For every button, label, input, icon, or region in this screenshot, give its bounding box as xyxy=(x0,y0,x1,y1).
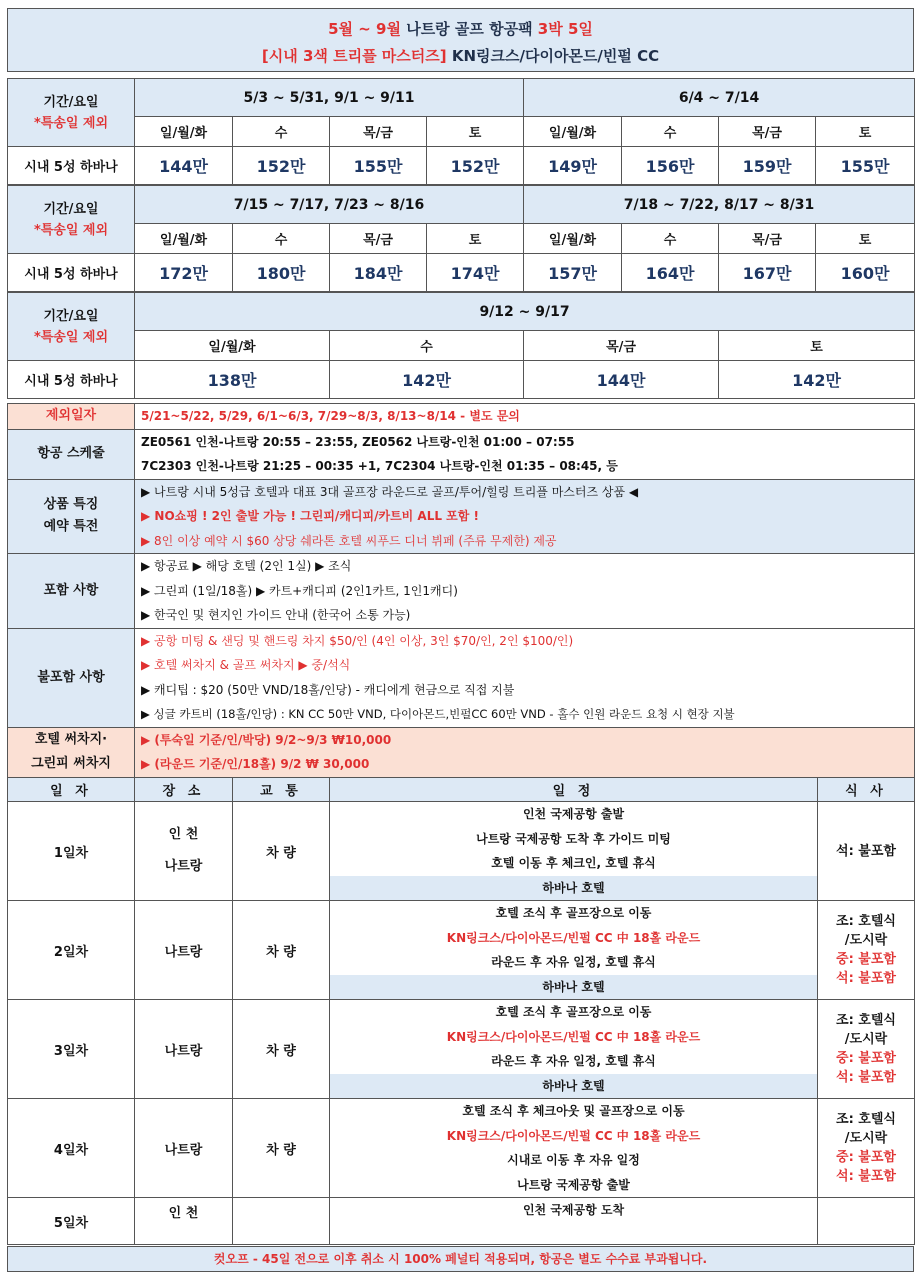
day-header: 수 xyxy=(622,117,719,147)
day-header: 토 xyxy=(816,224,915,254)
itinerary-meal xyxy=(818,1000,915,1099)
price-cell: 180만 xyxy=(233,254,330,292)
notinclude-values xyxy=(135,628,915,727)
include-line: ▶ 한국인 및 현지인 가이드 안내 (한국어 소통 가능) xyxy=(141,608,411,622)
itinerary-header-schedule: 일 정 xyxy=(330,778,818,802)
schedule-line: KN링크스/다이아몬드/빈펄 CC 中 18홀 라운드 xyxy=(446,1029,701,1044)
day-header: 목/금 xyxy=(330,117,427,147)
price-cell: 155만 xyxy=(816,147,915,185)
day-header: 일/월/화 xyxy=(135,117,233,147)
schedule-line: 나트랑 국제공항 도착 후 가이드 미팅 xyxy=(476,831,671,846)
feature-line: ▶ 나트랑 시내 5성급 호텔과 대표 3대 골프장 라운드로 골프/투어/힐링 트리플 마스터즈 상품 ◀ xyxy=(141,484,639,499)
itinerary-meal xyxy=(818,901,915,1000)
except-label: *특송일 제외 xyxy=(33,222,109,238)
schedule-line: 인천 국제공항 도착 xyxy=(522,1203,625,1217)
surcharge-label xyxy=(8,727,135,777)
price-cell: 152만 xyxy=(427,147,524,185)
hotel-label: 시내 5성 하바나 xyxy=(8,254,135,292)
place-line: 인 천 xyxy=(168,827,199,842)
period-header: 9/12 ~ 9/17 xyxy=(135,293,915,331)
itinerary-day: 3일차 xyxy=(8,1000,135,1099)
period-label-cell xyxy=(8,186,135,254)
surcharge-values xyxy=(135,727,915,777)
title-product: 나트랑 골프 항공팩 xyxy=(400,20,538,38)
day-header: 수 xyxy=(622,224,719,254)
title-months: 5월 ~ 9월 xyxy=(328,20,401,38)
price-cell: 172만 xyxy=(135,254,233,292)
schedule-line: KN링크스/다이아몬드/빈펄 CC 中 18홀 라운드 xyxy=(446,930,701,945)
title-line-1 xyxy=(8,18,913,39)
place-line: 나트랑 xyxy=(164,859,203,874)
itinerary-day: 4일차 xyxy=(8,1099,135,1198)
price-cell: 164만 xyxy=(622,254,719,292)
info-table xyxy=(7,403,915,778)
meal-line: 조: 호텔식 xyxy=(836,1013,896,1028)
period-header: 7/15 ~ 7/17, 7/23 ~ 8/16 xyxy=(135,186,524,224)
day-header: 목/금 xyxy=(719,117,816,147)
include-line: ▶ 그린피 (1일/18홀) ▶ 카트+캐디피 (2인1카트, 1인1캐디) xyxy=(141,583,458,598)
day-header: 토 xyxy=(427,224,524,254)
surcharge-label-1: 호텔 써차지· xyxy=(34,732,108,747)
schedule-line: 호텔 조식 후 골프장으로 이동 xyxy=(495,906,652,920)
price-cell: 152만 xyxy=(233,147,330,185)
schedule-line: 라운드 후 자유 일정, 호텔 휴식 xyxy=(491,1054,656,1068)
price-cell: 142만 xyxy=(330,361,524,399)
schedule-line: 호텔 조식 후 체크아웃 및 골프장으로 이동 xyxy=(462,1104,685,1118)
day-header: 일/월/화 xyxy=(135,331,330,361)
itinerary-place xyxy=(135,802,233,901)
surcharge-line: ▶ (라운드 기준/인/18홀) 9/2 ₩ 30,000 xyxy=(141,757,370,771)
itinerary-header-place: 장 소 xyxy=(135,778,233,802)
itinerary-place: 나트랑 xyxy=(135,1099,233,1198)
period-label: 기간/요일 xyxy=(43,201,99,217)
day-header: 목/금 xyxy=(524,331,719,361)
exclude-value-cell xyxy=(135,404,915,430)
itinerary-day: 2일차 xyxy=(8,901,135,1000)
schedule-line: 나트랑 국제공항 출발 xyxy=(517,1177,630,1192)
schedule-line: KN링크스/다이아몬드/빈펄 CC 中 18홀 라운드 xyxy=(446,1128,701,1143)
schedule-line: 호텔 이동 후 체크인, 호텔 휴식 xyxy=(491,856,656,870)
itinerary-transport: 차 량 xyxy=(233,802,330,901)
price-cell: 174만 xyxy=(427,254,524,292)
itinerary-header-meal: 식 사 xyxy=(818,778,915,802)
hotel-label: 시내 5성 하바나 xyxy=(8,147,135,185)
price-cell: 159만 xyxy=(719,147,816,185)
title-line-2 xyxy=(8,45,913,66)
meal-line: 중: 불포함 xyxy=(836,952,896,967)
price-table-3 xyxy=(7,292,915,399)
day-header: 일/월/화 xyxy=(135,224,233,254)
itinerary-transport: 차 량 xyxy=(233,901,330,1000)
include-label: 포함 사항 xyxy=(8,554,135,629)
itinerary-transport-empty xyxy=(233,1198,330,1245)
day-header: 수 xyxy=(233,117,330,147)
itinerary-transport: 차 량 xyxy=(233,1099,330,1198)
notinclude-line: ▶ 공항 미팅 & 샌딩 및 핸드링 차지 $50/인 (4인 이상, 3인 $70/인, 2인 $100/인) xyxy=(141,633,574,648)
except-label: *특송일 제외 xyxy=(33,329,109,345)
day-header: 토 xyxy=(427,117,524,147)
price-cell: 138만 xyxy=(135,361,330,399)
schedule-line: 라운드 후 자유 일정, 호텔 휴식 xyxy=(491,955,656,969)
notinclude-line: ▶ 싱글 카트비 (18홀/인당) : KN CC 50만 VND, 다이아몬드,빈펄CC 60만 VND - 홀수 인원 라운드 요청 시 현장 지불 xyxy=(141,707,735,721)
itinerary-day: 5일차 xyxy=(8,1198,135,1245)
price-table-1 xyxy=(7,78,915,185)
schedule-line: 호텔 조식 후 골프장으로 이동 xyxy=(495,1005,652,1019)
schedule-hotel: 하바나 호텔 xyxy=(330,876,817,901)
price-cell: 144만 xyxy=(524,361,719,399)
feature-label-1: 상품 특징 xyxy=(43,497,99,513)
feature-label-2: 예약 특전 xyxy=(43,519,99,535)
period-header: 7/18 ~ 7/22, 8/17 ~ 8/31 xyxy=(524,186,915,224)
day-header: 수 xyxy=(330,331,524,361)
meal-line: 석: 불포함 xyxy=(836,843,896,859)
meal-line: 석: 불포함 xyxy=(836,1070,896,1085)
price-cell: 155만 xyxy=(330,147,427,185)
surcharge-label-2: 그린피 써차지 xyxy=(31,756,111,771)
period-header: 6/4 ~ 7/14 xyxy=(524,79,915,117)
notinclude-line: ▶ 호텔 써차지 & 골프 써차지 ▶ 중/석식 xyxy=(141,658,351,672)
schedule-hotel: 하바나 호텔 xyxy=(330,975,817,1000)
price-cell: 167만 xyxy=(719,254,816,292)
period-label: 기간/요일 xyxy=(43,94,99,110)
price-cell: 144만 xyxy=(135,147,233,185)
meal-line: /도시락 xyxy=(844,1032,888,1047)
period-label-cell xyxy=(8,79,135,147)
day-header: 토 xyxy=(719,331,915,361)
itinerary-schedule xyxy=(330,802,818,901)
meal-line: 중: 불포함 xyxy=(836,1150,896,1165)
exclude-label: 제외일자 xyxy=(8,404,135,430)
title-box xyxy=(7,8,914,72)
title-courses: KN링크스/다이아몬드/빈펄 CC xyxy=(446,47,660,65)
price-cell: 142만 xyxy=(719,361,915,399)
except-label: *특송일 제외 xyxy=(33,115,109,131)
day-header: 토 xyxy=(816,117,915,147)
meal-line: 석: 불포함 xyxy=(836,1169,896,1184)
itinerary-header-day: 일 자 xyxy=(8,778,135,802)
meal-line: 중: 불포함 xyxy=(836,1051,896,1066)
itinerary-place: 나트랑 xyxy=(135,1000,233,1099)
itinerary-meal xyxy=(818,802,915,901)
feature-line: ▶ 8인 이상 예약 시 $60 상당 쉐라톤 호텔 씨푸드 디너 뷔페 (주류 무제한) 제공 xyxy=(141,533,557,548)
itinerary-schedule xyxy=(330,1099,818,1198)
period-label: 기간/요일 xyxy=(43,308,99,324)
flight-values xyxy=(135,429,915,479)
cutoff-footer: 컷오프 - 45일 전으로 이후 취소 시 100% 페널티 적용되며, 항공은 별도 수수료 부과됩니다. xyxy=(7,1246,914,1272)
include-values xyxy=(135,554,915,629)
price-cell: 184만 xyxy=(330,254,427,292)
notinclude-label: 불포함 사항 xyxy=(8,628,135,727)
itinerary-schedule xyxy=(330,1000,818,1099)
meal-line: 조: 호텔식 xyxy=(836,1112,896,1127)
day-header: 일/월/화 xyxy=(524,224,622,254)
meal-line: 조: 호텔식 xyxy=(836,914,896,929)
schedule-line: 인천 국제공항 출발 xyxy=(522,807,625,821)
meal-line: 석: 불포함 xyxy=(836,971,896,986)
itinerary-meal xyxy=(818,1099,915,1198)
itinerary-meal-empty xyxy=(818,1198,915,1245)
itinerary-schedule xyxy=(330,901,818,1000)
day-header: 목/금 xyxy=(719,224,816,254)
surcharge-line: ▶ (투숙일 기준/인/박당) 9/2~9/3 ₩10,000 xyxy=(141,732,392,747)
period-label-cell xyxy=(8,293,135,361)
meal-line: /도시락 xyxy=(844,1131,888,1146)
itinerary-place: 나트랑 xyxy=(135,901,233,1000)
price-table-2 xyxy=(7,185,915,292)
day-header: 수 xyxy=(233,224,330,254)
price-cell: 157만 xyxy=(524,254,622,292)
notinclude-line: ▶ 캐디팁 : $20 (50만 VND/18홀/인당) - 캐디에게 현금으로 직접 지불 xyxy=(141,682,515,697)
feature-line: ▶ NO쇼핑 ! 2인 출발 가능 ! 그린피/캐디피/카트비 ALL 포함 ! xyxy=(141,509,480,523)
hotel-label: 시내 5성 하바나 xyxy=(8,361,135,399)
price-cell: 160만 xyxy=(816,254,915,292)
itinerary-day: 1일차 xyxy=(8,802,135,901)
itinerary-schedule xyxy=(330,1198,818,1245)
title-series: [시내 3색 트리플 마스터즈] xyxy=(261,47,447,65)
period-header: 5/3 ~ 5/31, 9/1 ~ 9/11 xyxy=(135,79,524,117)
flight-label: 항공 스케줄 xyxy=(8,429,135,479)
price-cell: 149만 xyxy=(524,147,622,185)
feature-values xyxy=(135,479,915,554)
title-duration: 3박 5일 xyxy=(537,20,593,38)
meal-line: /도시락 xyxy=(844,933,888,948)
exclude-value: 5/21~5/22, 5/29, 6/1~6/3, 7/29~8/3, 8/13~8/14 - 별도 문의 xyxy=(141,409,520,423)
itinerary-place: 인 천 xyxy=(135,1198,233,1245)
schedule-line: 시내로 이동 후 자유 일정 xyxy=(507,1153,640,1167)
include-line: ▶ 항공료 ▶ 해당 호텔 (2인 1실) ▶ 조식 xyxy=(141,559,352,573)
feature-label xyxy=(8,479,135,554)
itinerary-transport: 차 량 xyxy=(233,1000,330,1099)
schedule-hotel: 하바나 호텔 xyxy=(330,1074,817,1099)
itinerary-header-transport: 교 통 xyxy=(233,778,330,802)
flight-line: 7C2303 인천-나트랑 21:25 – 00:35 +1, 7C2304 나트랑-인천 01:35 – 08:45, 등 xyxy=(141,459,618,473)
day-header: 목/금 xyxy=(330,224,427,254)
itinerary-table xyxy=(7,777,915,1245)
flight-line: ZE0561 인천-나트랑 20:55 – 23:55, ZE0562 나트랑-인천 01:00 – 07:55 xyxy=(141,434,575,449)
price-cell: 156만 xyxy=(622,147,719,185)
day-header: 일/월/화 xyxy=(524,117,622,147)
